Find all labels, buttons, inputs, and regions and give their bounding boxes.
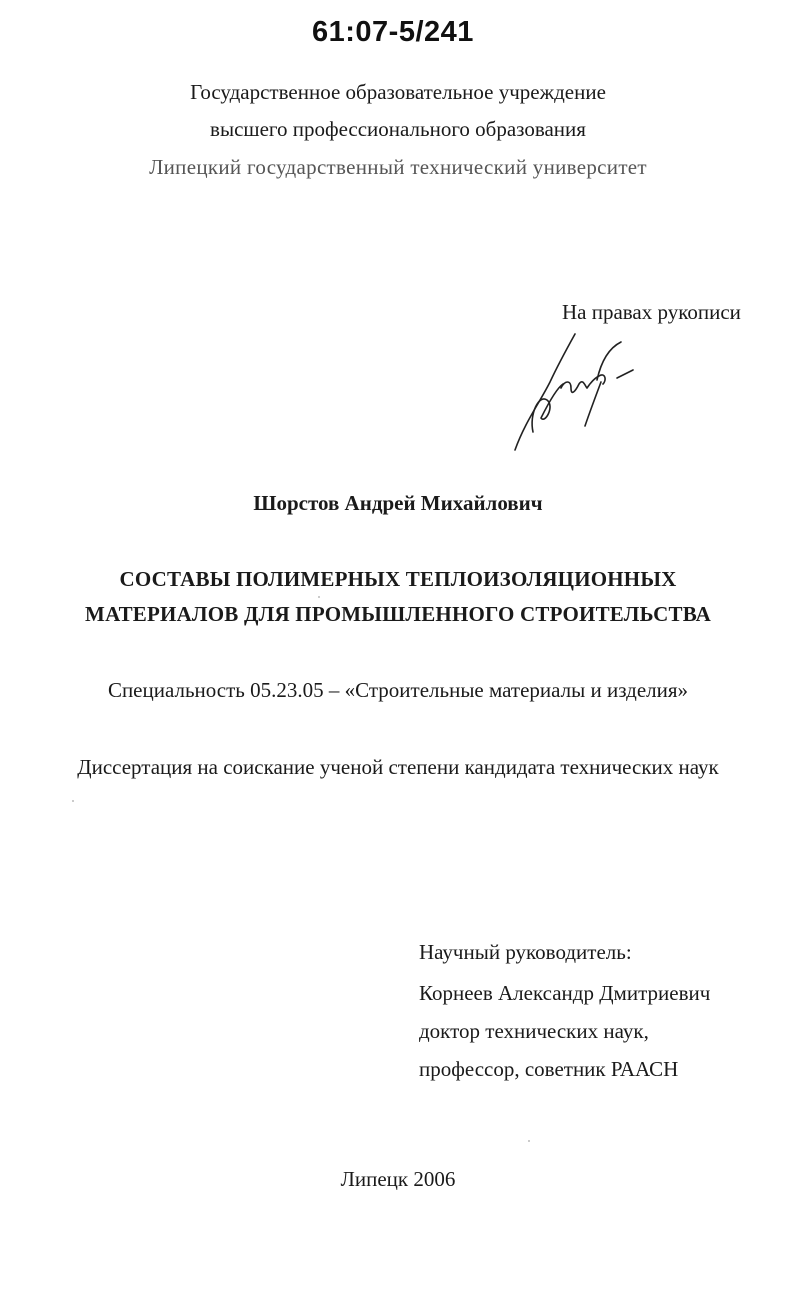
archive-code: 61:07-5/241 (312, 16, 474, 48)
institution-line-3: Липецкий государственный технический университет (149, 155, 647, 179)
supervisor-degree: доктор технических наук, (419, 1019, 649, 1043)
specialty-line: Специальность 05.23.05 – «Строительные материалы и изделия» (107, 678, 689, 702)
thesis-title-line-2: МАТЕРИАЛОВ ДЛЯ ПРОМЫШЛЕННОГО СТРОИТЕЛЬСТВА (85, 602, 711, 626)
supervisor-name: Корнеев Александр Дмитриевич (419, 981, 711, 1005)
handwritten-signature (505, 322, 655, 457)
supervisor-position: профессор, советник РААСН (419, 1057, 679, 1081)
city-year: Липецк 2006 (340, 1167, 456, 1191)
supervisor-label: Научный руководитель: (419, 940, 632, 964)
dissertation-type: Диссертация на соискание ученой степени кандидата технических наук (77, 755, 719, 779)
author-name: Шорстов Андрей Михайлович (253, 491, 543, 515)
scan-speck (72, 800, 74, 802)
thesis-title-line-1: СОСТАВЫ ПОЛИМЕРНЫХ ТЕПЛОИЗОЛЯЦИОННЫХ (119, 567, 677, 591)
rights-note: На правах рукописи (562, 300, 741, 324)
scan-speck (528, 1140, 530, 1142)
institution-line-2: высшего профессионального образования (210, 117, 586, 141)
scan-speck (318, 596, 320, 598)
institution-line-1: Государственное образовательное учреждение (190, 80, 606, 104)
